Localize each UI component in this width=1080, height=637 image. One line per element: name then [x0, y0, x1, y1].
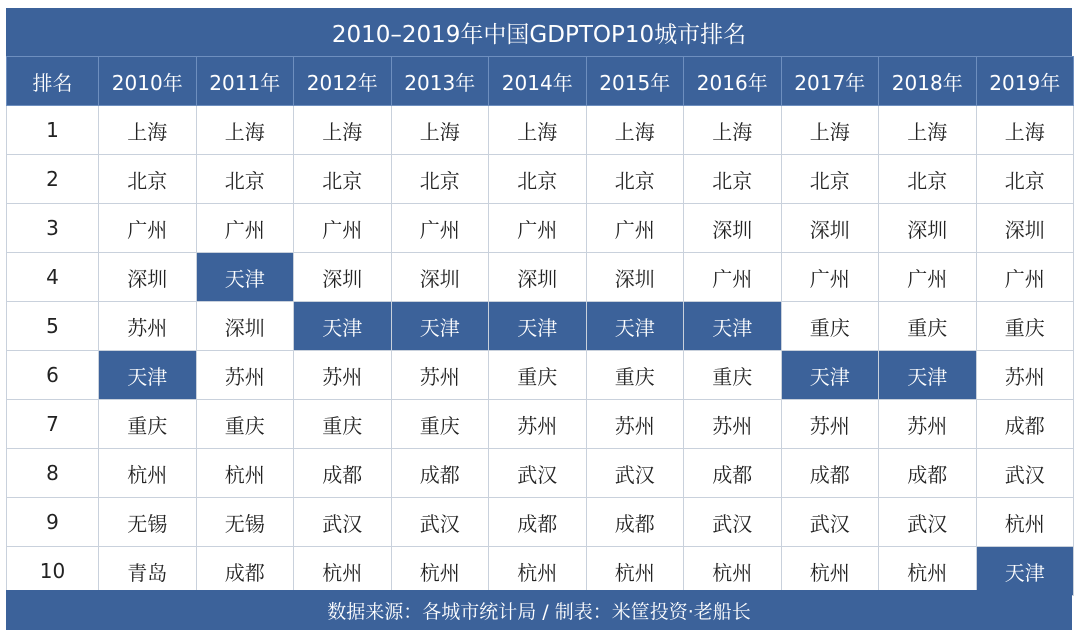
city-cell: 杭州 [976, 498, 1074, 547]
city-cell: 上海 [391, 106, 489, 155]
city-cell: 杭州 [586, 547, 684, 596]
city-cell: 天津 [879, 351, 977, 400]
table-row [7, 498, 1074, 547]
city-cell: 武汉 [879, 498, 977, 547]
city-cell: 深圳 [391, 253, 489, 302]
city-cell: 重庆 [391, 400, 489, 449]
city-cell: 天津 [586, 302, 684, 351]
city-cell: 成都 [684, 449, 782, 498]
city-cell: 深圳 [586, 253, 684, 302]
header-year: 2019年 [976, 57, 1074, 106]
city-cell: 武汉 [391, 498, 489, 547]
city-cell: 深圳 [294, 253, 392, 302]
header-year: 2012年 [294, 57, 392, 106]
table-row [7, 106, 1074, 155]
city-cell: 杭州 [196, 449, 294, 498]
city-cell: 广州 [294, 204, 392, 253]
city-cell: 无锡 [196, 498, 294, 547]
table-row [7, 302, 1074, 351]
city-cell: 苏州 [391, 351, 489, 400]
table-row [7, 204, 1074, 253]
city-cell: 成都 [391, 449, 489, 498]
city-cell: 杭州 [391, 547, 489, 596]
city-cell: 北京 [391, 155, 489, 204]
city-cell: 上海 [684, 106, 782, 155]
city-cell: 苏州 [196, 351, 294, 400]
city-cell: 成都 [294, 449, 392, 498]
header-year: 2010年 [99, 57, 197, 106]
city-cell: 杭州 [294, 547, 392, 596]
city-cell: 武汉 [294, 498, 392, 547]
city-cell: 深圳 [879, 204, 977, 253]
city-cell: 上海 [489, 106, 587, 155]
city-cell: 苏州 [294, 351, 392, 400]
table-row [7, 155, 1074, 204]
table-header-row [7, 57, 1074, 106]
city-cell: 无锡 [99, 498, 197, 547]
city-cell: 天津 [196, 253, 294, 302]
header-rank: 排名 [7, 57, 99, 106]
city-cell: 天津 [684, 302, 782, 351]
city-cell: 成都 [586, 498, 684, 547]
city-cell: 深圳 [684, 204, 782, 253]
city-cell: 武汉 [976, 449, 1074, 498]
city-cell: 广州 [99, 204, 197, 253]
city-cell: 深圳 [489, 253, 587, 302]
rank-cell: 7 [7, 400, 99, 449]
city-cell: 成都 [489, 498, 587, 547]
header-year: 2014年 [489, 57, 587, 106]
city-cell: 重庆 [586, 351, 684, 400]
rank-cell: 1 [7, 106, 99, 155]
city-cell: 广州 [196, 204, 294, 253]
city-cell: 上海 [781, 106, 879, 155]
rank-cell: 5 [7, 302, 99, 351]
city-cell: 北京 [586, 155, 684, 204]
rank-cell: 2 [7, 155, 99, 204]
city-cell: 武汉 [489, 449, 587, 498]
city-cell: 天津 [99, 351, 197, 400]
source-footer: 数据来源：各城市统计局 / 制表：米筐投资·老船长 [6, 590, 1072, 630]
table-body [7, 106, 1074, 596]
city-cell: 重庆 [489, 351, 587, 400]
rank-cell: 10 [7, 547, 99, 596]
city-cell: 杭州 [489, 547, 587, 596]
city-cell: 苏州 [99, 302, 197, 351]
city-cell: 北京 [879, 155, 977, 204]
city-cell: 广州 [391, 204, 489, 253]
city-cell: 苏州 [976, 351, 1074, 400]
city-cell: 广州 [684, 253, 782, 302]
city-cell: 苏州 [489, 400, 587, 449]
city-cell: 重庆 [684, 351, 782, 400]
city-cell: 武汉 [781, 498, 879, 547]
rank-cell: 8 [7, 449, 99, 498]
city-cell: 杭州 [781, 547, 879, 596]
page-title: 2010–2019年中国GDPTOP10城市排名 [6, 8, 1072, 56]
table-row [7, 400, 1074, 449]
city-cell: 上海 [879, 106, 977, 155]
city-cell: 北京 [976, 155, 1074, 204]
city-cell: 重庆 [781, 302, 879, 351]
city-cell: 天津 [489, 302, 587, 351]
city-cell: 成都 [976, 400, 1074, 449]
table-row [7, 253, 1074, 302]
city-cell: 武汉 [586, 449, 684, 498]
city-cell: 深圳 [99, 253, 197, 302]
header-year: 2015年 [586, 57, 684, 106]
header-year: 2018年 [879, 57, 977, 106]
city-cell: 天津 [976, 547, 1074, 596]
city-cell: 重庆 [196, 400, 294, 449]
city-cell: 苏州 [781, 400, 879, 449]
city-cell: 重庆 [294, 400, 392, 449]
city-cell: 深圳 [781, 204, 879, 253]
ranking-table [6, 56, 1074, 596]
header-year: 2017年 [781, 57, 879, 106]
city-cell: 成都 [781, 449, 879, 498]
city-cell: 北京 [489, 155, 587, 204]
rank-cell: 4 [7, 253, 99, 302]
city-cell: 广州 [976, 253, 1074, 302]
city-cell: 苏州 [879, 400, 977, 449]
city-cell: 上海 [99, 106, 197, 155]
city-cell: 广州 [586, 204, 684, 253]
header-year: 2013年 [391, 57, 489, 106]
city-cell: 北京 [684, 155, 782, 204]
table-row [7, 547, 1074, 596]
city-cell: 成都 [879, 449, 977, 498]
rank-cell: 9 [7, 498, 99, 547]
city-cell: 广州 [489, 204, 587, 253]
city-cell: 天津 [781, 351, 879, 400]
city-cell: 杭州 [684, 547, 782, 596]
city-cell: 上海 [586, 106, 684, 155]
city-cell: 天津 [294, 302, 392, 351]
header-year: 2016年 [684, 57, 782, 106]
rank-cell: 3 [7, 204, 99, 253]
rank-cell: 6 [7, 351, 99, 400]
city-cell: 杭州 [879, 547, 977, 596]
city-cell: 上海 [294, 106, 392, 155]
city-cell: 北京 [294, 155, 392, 204]
city-cell: 深圳 [976, 204, 1074, 253]
table-row [7, 351, 1074, 400]
city-cell: 广州 [781, 253, 879, 302]
city-cell: 苏州 [586, 400, 684, 449]
city-cell: 青岛 [99, 547, 197, 596]
city-cell: 苏州 [684, 400, 782, 449]
city-cell: 杭州 [99, 449, 197, 498]
city-cell: 深圳 [196, 302, 294, 351]
city-cell: 成都 [196, 547, 294, 596]
city-cell: 天津 [391, 302, 489, 351]
city-cell: 广州 [879, 253, 977, 302]
city-cell: 上海 [196, 106, 294, 155]
city-cell: 北京 [196, 155, 294, 204]
city-cell: 上海 [976, 106, 1074, 155]
city-cell: 重庆 [976, 302, 1074, 351]
header-year: 2011年 [196, 57, 294, 106]
city-cell: 重庆 [99, 400, 197, 449]
table-row [7, 449, 1074, 498]
city-cell: 北京 [781, 155, 879, 204]
city-cell: 武汉 [684, 498, 782, 547]
city-cell: 北京 [99, 155, 197, 204]
city-cell: 重庆 [879, 302, 977, 351]
